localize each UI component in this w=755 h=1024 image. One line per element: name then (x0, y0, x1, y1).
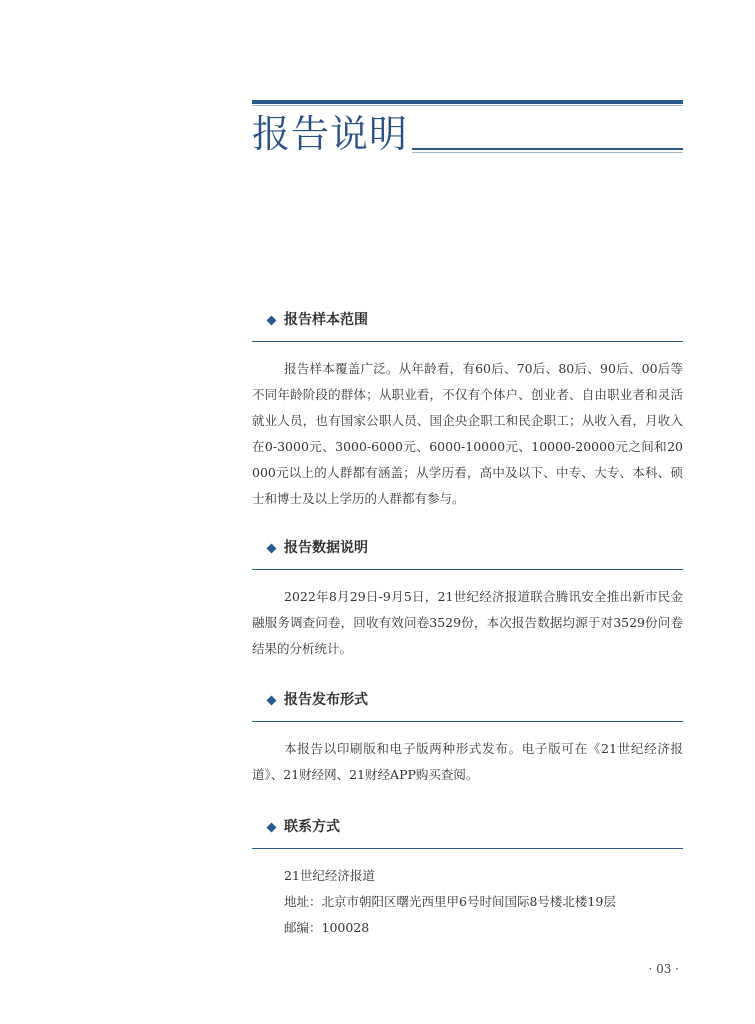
contact-organization: 21世纪经济报道 (284, 868, 375, 883)
page-number: · 03 · (648, 962, 679, 976)
contact-address: 地址：北京市朝阳区曙光西里甲6号时间国际8号楼北楼19层 (284, 894, 616, 909)
section-divider (252, 721, 683, 722)
section-paragraph: 2022年8月29日-9月5日，21世纪经济报道联合腾讯安全推出新市民金融服务调查问卷，回收有效问卷3529份，本次报告数据均源于对3529份问卷结果的分析统计。 (252, 589, 683, 656)
section-heading: 报告发布形式 (284, 692, 368, 708)
section-heading: 报告样本范围 (284, 312, 368, 328)
section-divider (252, 341, 683, 342)
section-heading: 报告数据说明 (284, 540, 368, 556)
diamond-bullet-icon (267, 544, 277, 554)
diamond-bullet-icon (267, 316, 277, 326)
section-paragraph: 本报告以印刷版和电子版两种形式发布。电子版可在《21世纪经济报道》、21财经网、21财经APP购买查阅。 (252, 741, 683, 782)
section-header (252, 537, 683, 563)
section-header (252, 689, 683, 715)
title-top-rule (252, 100, 683, 104)
section-divider (252, 848, 683, 849)
section-header (252, 309, 683, 335)
diamond-bullet-icon (267, 823, 277, 833)
section-heading: 联系方式 (284, 819, 340, 835)
diamond-bullet-icon (267, 696, 277, 706)
contact-postcode: 邮编：100028 (284, 920, 370, 935)
section-contact (252, 816, 683, 941)
section-sample-scope (252, 309, 683, 512)
section-header (252, 816, 683, 842)
page-title: 报告说明 (252, 112, 409, 156)
section-publication-format (252, 689, 683, 788)
section-divider (252, 569, 683, 570)
section-data-notes (252, 537, 683, 662)
title-underline (412, 148, 683, 150)
section-paragraph: 报告样本覆盖广泛。从年龄看，有60后、70后、80后、90后、00后等不同年龄阶段的群体；从职业看，不仅有个体户、创业者、自由职业者和灵活就业人员，也有国家公职人员、国企央企职工和民企职工；从收入看，月收入在0-3000元、3000-6000元、6000-10000元、10000-20000元之间和20000元以上的人群都有涵盖；从学历看，高中及以下、中专、大专、本科、硕士和博士及以上学历的人群都有参与。 (252, 361, 683, 506)
